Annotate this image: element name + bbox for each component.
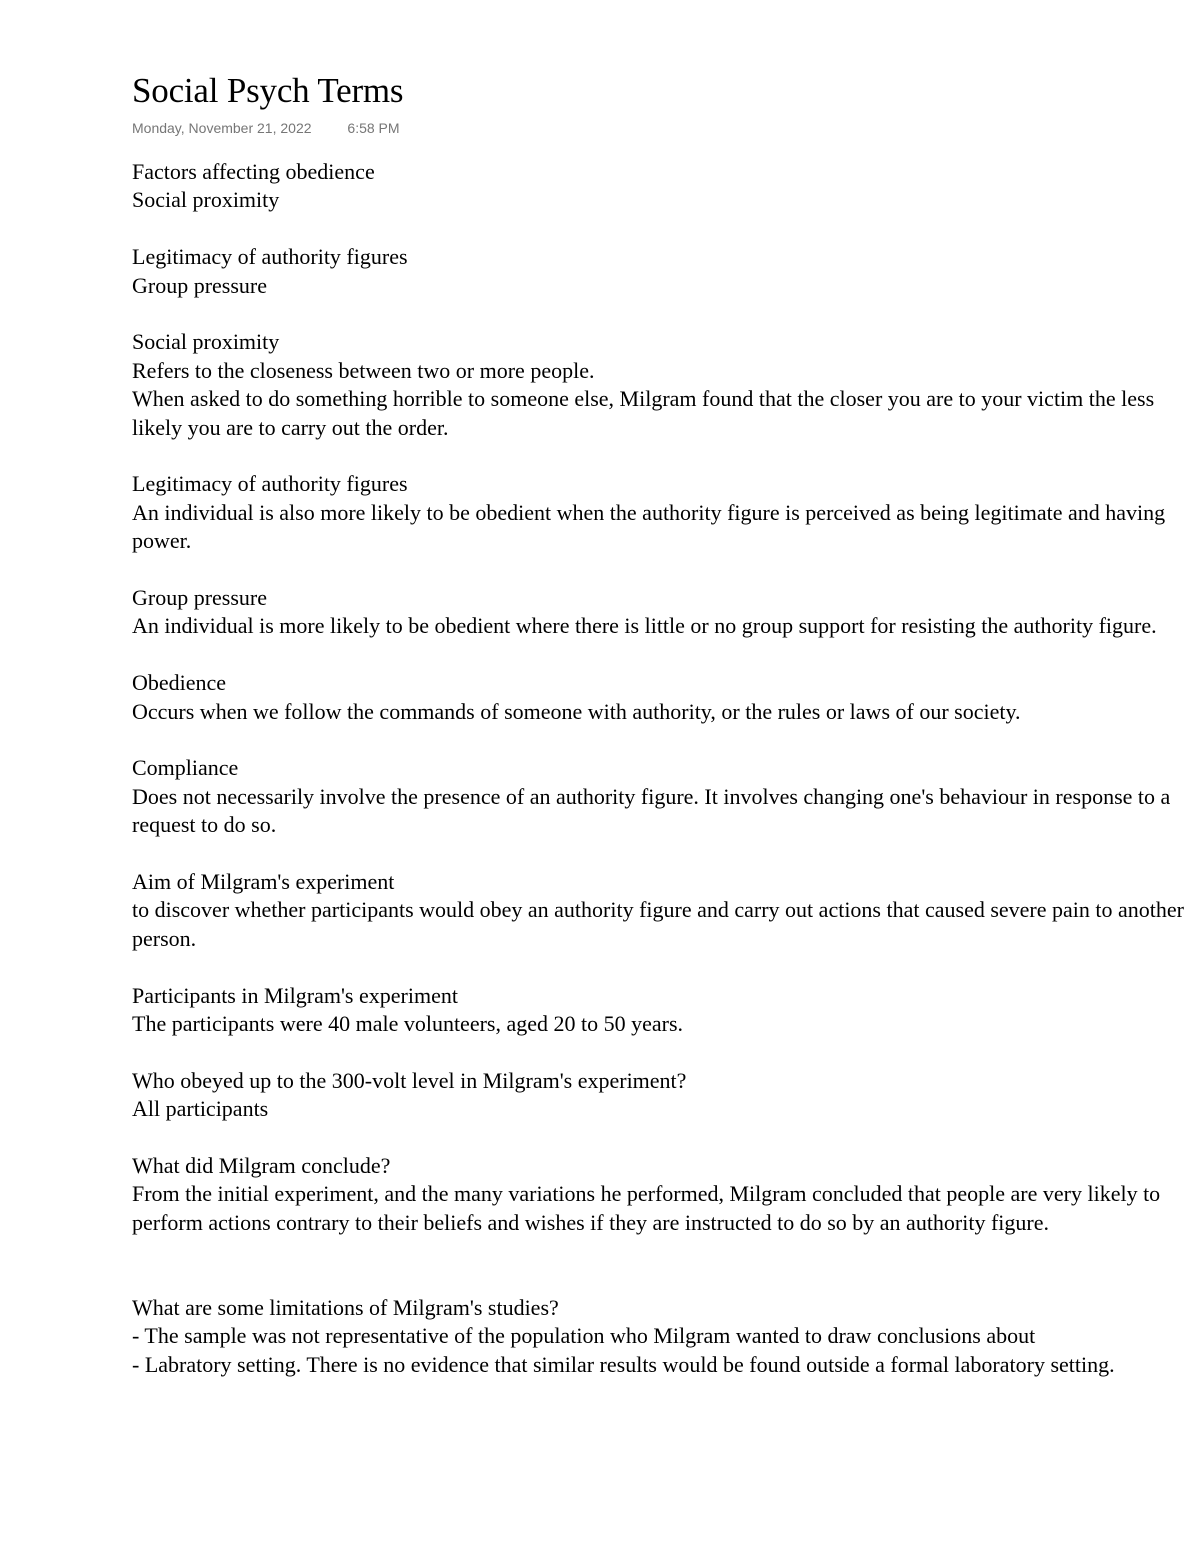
note-line: Who obeyed up to the 300-volt level in Milgram's experiment? xyxy=(132,1067,687,1093)
note-line: The participants were 40 male volunteers, aged 20 to 50 years. xyxy=(132,1011,684,1037)
blank-line xyxy=(132,953,1192,981)
note-line: to discover whether participants would obey an authority figure and carry out actions that caused severe pain to another person. xyxy=(132,897,1184,951)
blank-line xyxy=(132,442,1192,470)
note-line: From the initial experiment, and the many variations he performed, Milgram concluded that people are very likely to perform actions contrary to their beliefs and wishes if they are instructed to do so by an authority figure. xyxy=(132,1181,1161,1235)
note-timestamp xyxy=(132,118,1192,138)
blank-line xyxy=(132,215,1192,243)
note-line: - The sample was not representative of the population who Milgram wanted to draw conclusions about xyxy=(132,1323,1036,1349)
note-line: Group pressure xyxy=(132,585,268,611)
note-line: Legitimacy of authority figures xyxy=(132,244,408,270)
note-line: All participants xyxy=(132,1096,269,1122)
note-line: An individual is also more likely to be obedient when the authority figure is perceived as being legitimate and having power. xyxy=(132,499,1166,554)
note-line: Obedience xyxy=(132,670,227,696)
note-line: Group pressure xyxy=(132,272,268,298)
page-title[interactable]: Social Psych Terms xyxy=(132,71,404,110)
note-date: Monday, November 21, 2022 xyxy=(132,120,312,136)
note-time: 6:58 PM xyxy=(347,120,400,136)
note-page xyxy=(132,66,1192,1379)
note-line: - Labratory setting. There is no evidence that similar results would be found outside a formal laboratory setting. xyxy=(132,1351,1115,1377)
note-line: Social proximity xyxy=(132,329,280,355)
blank-line xyxy=(132,1124,1192,1152)
note-line: Aim of Milgram's experiment xyxy=(132,869,395,895)
note-line: Occurs when we follow the commands of someone with authority, or the rules or laws of our society. xyxy=(132,698,1021,724)
note-line: What are some limitations of Milgram's studies? xyxy=(132,1295,559,1321)
blank-line xyxy=(132,300,1192,328)
note-line: Does not necessarily involve the presence of an authority figure. It involves changing one's behaviour in response to a request to do so. xyxy=(132,783,1171,838)
blank-line xyxy=(132,556,1192,584)
note-line: When asked to do something horrible to someone else, Milgram found that the closer you are to your victim the less likely you are to carry out the order. xyxy=(132,386,1155,440)
note-line: An individual is more likely to be obedient where there is little or no group support for resisting the authority figure. xyxy=(132,613,1157,639)
note-line: Legitimacy of authority figures xyxy=(132,471,408,497)
note-line: Participants in Milgram's experiment xyxy=(132,982,458,1008)
blank-line xyxy=(132,726,1192,754)
blank-line xyxy=(132,1237,1192,1294)
blank-line xyxy=(132,1038,1192,1066)
note-line: Social proximity xyxy=(132,187,280,213)
note-line: Compliance xyxy=(132,755,239,781)
note-body[interactable] xyxy=(132,158,1192,1379)
note-line: What did Milgram conclude? xyxy=(132,1153,391,1179)
note-line: Refers to the closeness between two or more people. xyxy=(132,357,595,383)
blank-line xyxy=(132,641,1192,669)
note-line: Factors affecting obedience xyxy=(132,159,375,184)
blank-line xyxy=(132,840,1192,868)
